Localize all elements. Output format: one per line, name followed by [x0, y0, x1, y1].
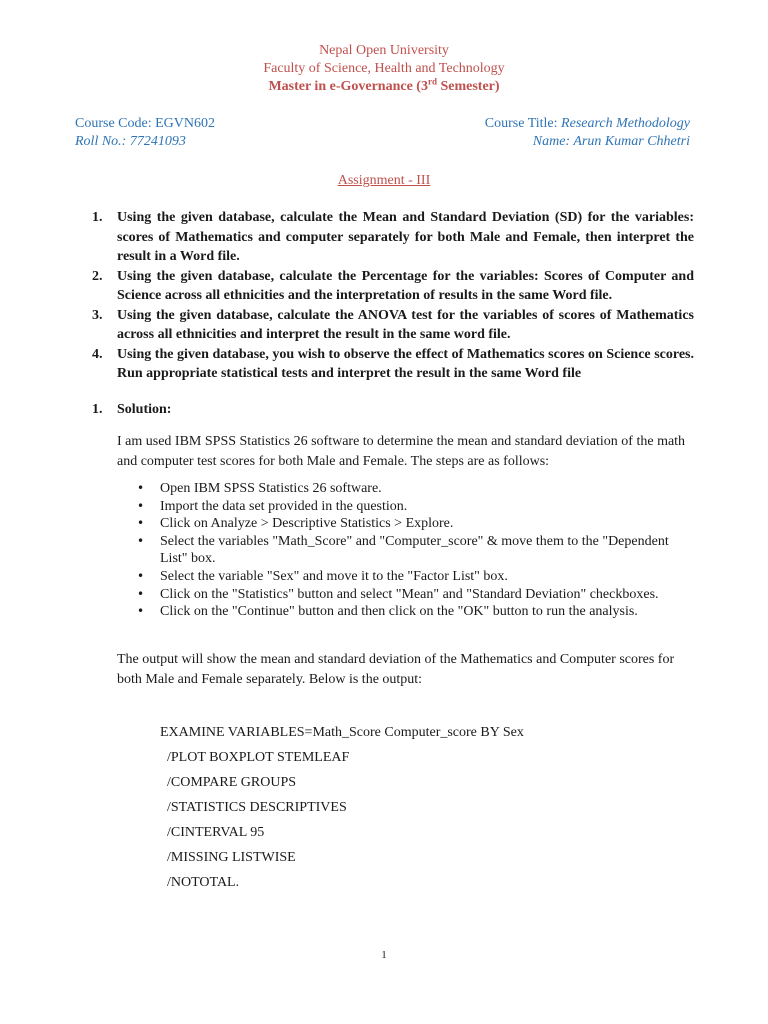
program-prefix: Master in e-Governance (3 [268, 79, 428, 94]
student-name: Name: Arun Kumar Chhetri [532, 134, 690, 149]
question-number: 2. [92, 268, 103, 284]
step-item: • Select the variable "Sex" and move it to the "Factor List" box. [137, 568, 697, 586]
student-info-row [75, 134, 690, 152]
question-text: Using the given database, you wish to observe the effect of Mathematics scores on Science scores. Run appropriate statistical tests and interpret the result in the same Word file [117, 346, 694, 381]
program-name [0, 78, 768, 96]
step-item: • Click on Analyze > Descriptive Statistics > Explore. [137, 515, 697, 533]
steps-list [137, 480, 697, 621]
solution-intro: I am used IBM SPSS Statistics 26 software to determine the mean and standard deviation of the math and computer test scores for both Male and Female. The steps are as follows: [117, 434, 686, 469]
course-title [485, 116, 690, 132]
syntax-line: /CINTERVAL 95 [160, 825, 265, 840]
output-intro: The output will show the mean and standard deviation of the Mathematics and Computer scores for both Male and Female separately. Below is the output: [117, 652, 675, 687]
syntax-line: /PLOT BOXPLOT STEMLEAF [160, 750, 350, 765]
course-code: Course Code: EGVN602 [75, 116, 215, 131]
question-item [92, 267, 694, 306]
syntax-line: EXAMINE VARIABLES=Math_Score Computer_score BY Sex [160, 725, 524, 740]
step-item: • Select the variables "Math_Score" and "Computer_score" & move them to the "Dependent List" box. [137, 533, 697, 568]
faculty-name: Faculty of Science, Health and Technology [263, 61, 505, 76]
question-number: 4. [92, 346, 103, 362]
syntax-line: /NOTOTAL. [160, 875, 240, 890]
question-text: Using the given database, calculate the Mean and Standard Deviation (SD) for the variables: scores of Mathematics and computer separately for both Male and Female, then interpret the result in a Word file. [117, 210, 694, 264]
solution-heading-text: Solution: [117, 402, 172, 417]
document-header [0, 42, 768, 96]
course-title-value: Research Methodology [561, 116, 690, 131]
question-number: 1. [92, 210, 103, 225]
syntax-line: /MISSING LISTWISE [160, 850, 296, 865]
question-item [92, 208, 694, 267]
syntax-line: /STATISTICS DESCRIPTIVES [160, 800, 347, 815]
roll-number: Roll No.: 77241093 [75, 134, 186, 149]
spss-syntax-block [160, 720, 524, 895]
step-item: • Click on the "Statistics" button and select "Mean" and "Standard Deviation" checkboxes. [137, 586, 697, 604]
program-suffix: Semester) [436, 79, 500, 94]
syntax-line: /COMPARE GROUPS [160, 775, 297, 790]
solution-number: 1. [92, 402, 103, 417]
university-name: Nepal Open University [319, 43, 449, 58]
question-item [92, 345, 694, 384]
program-superscript: rd [427, 76, 437, 87]
question-text: Using the given database, calculate the Percentage for the variables: Scores of Computer and Science across all ethnicities and the interpretation of results in the same Word file. [117, 268, 694, 303]
page-number: 1 [381, 949, 387, 961]
course-info-row [75, 116, 690, 134]
step-item: • Open IBM SPSS Statistics 26 software. [137, 480, 697, 498]
question-text: Using the given database, calculate the ANOVA test for the variables of scores of Mathematics across all ethnicities and interpret the result in the same word file. [117, 307, 694, 342]
step-item: • Click on the "Continue" button and then click on the "OK" button to run the analysis. [137, 603, 697, 621]
assignment-title: Assignment - III [337, 173, 431, 188]
question-list [92, 208, 694, 384]
step-item: • Import the data set provided in the question. [137, 498, 697, 516]
course-title-label: Course Title: [484, 116, 562, 131]
question-number: 3. [92, 307, 103, 323]
solution-heading [92, 402, 171, 418]
question-item [92, 306, 694, 345]
